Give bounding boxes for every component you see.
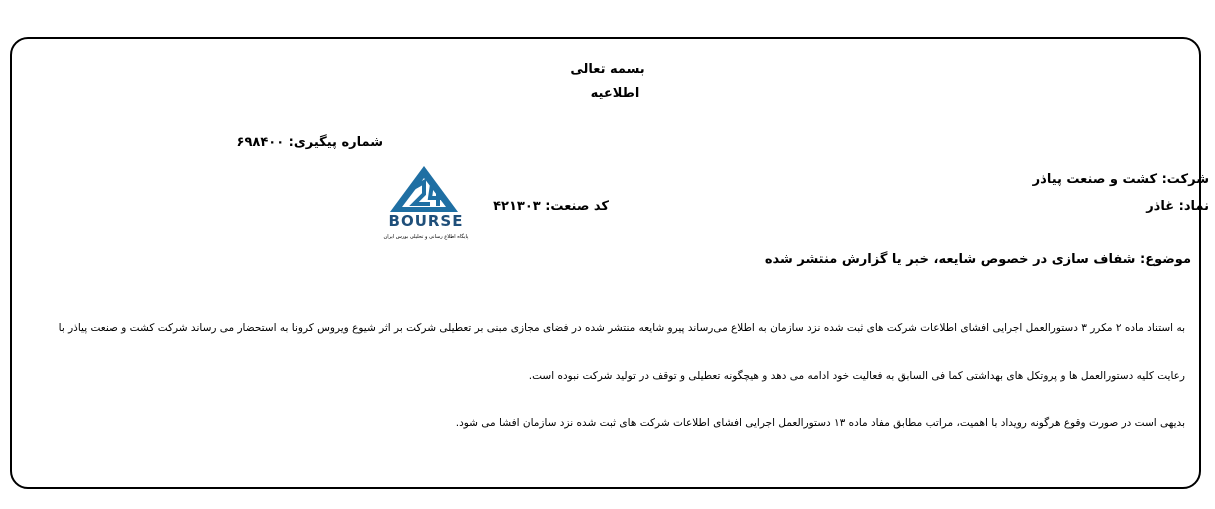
body-paragraph-2: رعایت کلیه دستورالعمل ها و پروتکل های بهداشتی کما فی السابق به فعالیت خود ادامه می دهد و هیچگونه تعطیلی و توقف در تولید شرکت نبوده است. — [528, 370, 1185, 382]
company-name: شرکت: کشت و صنعت پیاذر — [1032, 172, 1209, 187]
doc-heading-basmala: بسمه تعالی — [570, 62, 645, 77]
doc-heading-announcement: اطلاعیه — [590, 86, 640, 101]
announcement-subject: موضوع: شفاف سازی در خصوص شایعه، خبر یا گزارش منتشر شده — [764, 252, 1191, 267]
body-paragraph-1: به استناد ماده ۲ مکرر ۳ دستورالعمل اجرایی افشای اطلاعات شرکت های ثبت شده نزد سازمان به اطلاع می‌رساند پیرو شایعه منتشر شده در فضای مجازی مبنی بر تعطیلی شرکت بر اثر شیوع ویروس کرونا به استحضار می رساند شرکت کشت و صنعت پیاذر با — [58, 322, 1185, 334]
body-paragraph-3: بدیهی است در صورت وقوع هرگونه رویداد با اهمیت، مراتب مطابق مفاد ماده ۱۳ دستورالعمل اجرایی افشای اطلاعات شرکت های ثبت شده نزد سازمان افشا می شود. — [455, 417, 1185, 429]
logo-subtext: پایگاه اطلاع رسانی و تحلیلی بورس ایران — [383, 234, 469, 240]
industry-code: کد صنعت: ۴۲۱۳۰۳ — [493, 199, 609, 214]
bourse-logo-icon — [380, 160, 480, 244]
logo-wordmark: BOURSE — [388, 212, 464, 230]
tracking-number: شماره پیگیری: ۶۹۸۴۰۰ — [236, 135, 383, 150]
company-symbol: نماد: غاذر — [1146, 199, 1209, 214]
